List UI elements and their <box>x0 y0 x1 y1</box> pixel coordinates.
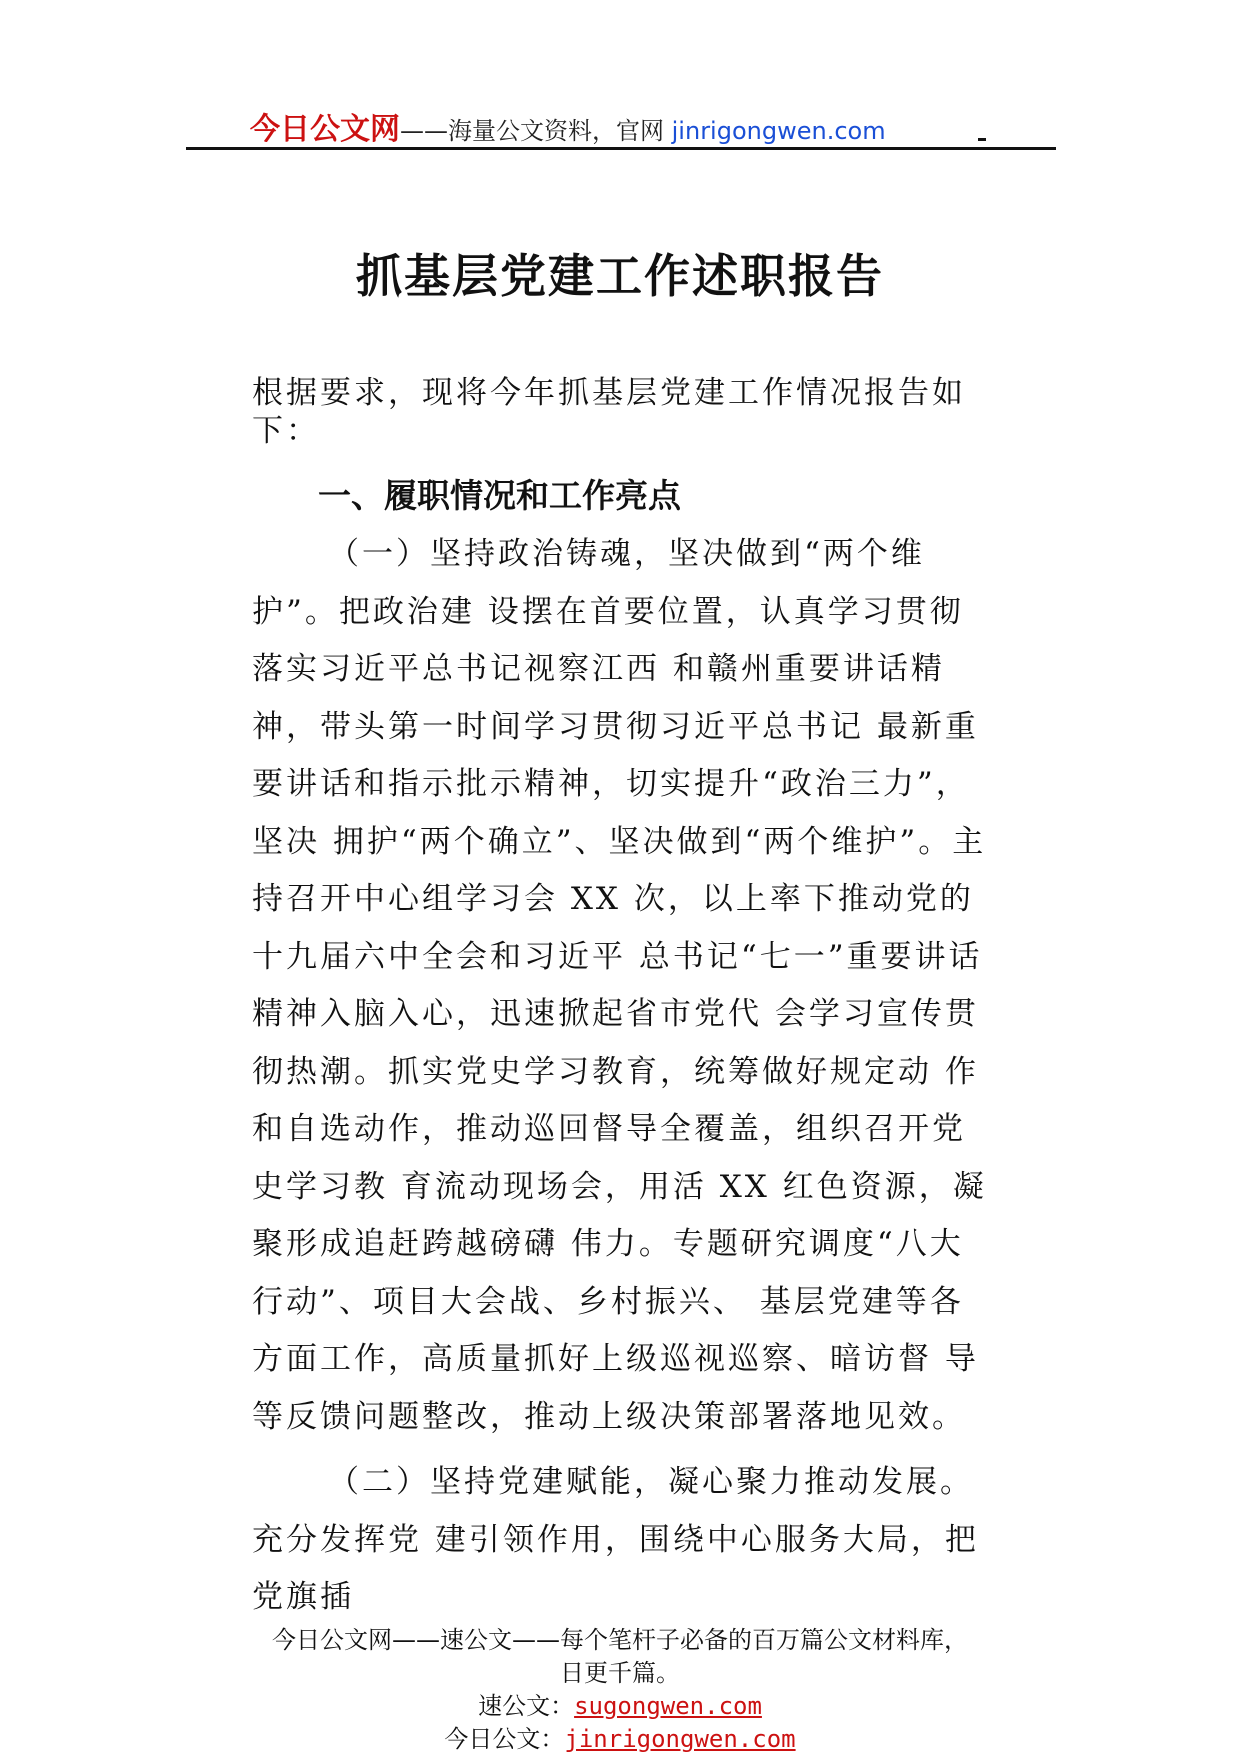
footer-jinri-label: 今日公文： <box>444 1725 565 1753</box>
header-divider-mark <box>978 138 986 141</box>
intro-paragraph: 根据要求，现将今年抓基层党建工作情况报告如下： <box>252 375 966 449</box>
section-heading: 一、履职情况和工作亮点 <box>318 476 681 515</box>
header-site-link[interactable]: jinrigongwen.com <box>671 117 886 145</box>
page-footer <box>0 1624 1240 1756</box>
body-paragraph-2: （二）坚持党建赋能，凝心聚力推动发展。充分发挥党 建引领作用，围绕中心服务大局，把党旗插 <box>252 1464 979 1615</box>
header-brand: 今日公文网 <box>250 112 400 147</box>
footer-jinri <box>0 1723 1240 1756</box>
footer-sugongwen-link[interactable]: sugongwen.com <box>574 1692 762 1720</box>
footer-sugongwen-label: 速公文： <box>478 1692 575 1720</box>
document-title: 抓基层党建工作述职报告 <box>356 249 884 303</box>
footer-line-2: 日更千篇。 <box>560 1659 680 1687</box>
body-paragraph-1: （一）坚持政治铸魂，坚决做到“两个维护”。把政治建 设摆在首要位置，认真学习贯彻落实习近平总书记视察江西 和赣州重要讲话精神，带头第一时间学习贯彻习近平总书记 最新重要讲话和指示批示精神，切实提升“政治三力”，坚决 拥护“两个确立”、坚决做到“两个维护”。主持召开中心组学习会 XX 次，以上率下推动党的十九届六中全会和习近平 总书记“七一”重要讲话精神入脑入心，迅速掀起省市党代 会学习宣传贯彻热潮。抓实党史学习教育，统筹做好规定动 作和自选动作，推动巡回督导全覆盖，组织召开党史学习教 育流动现场会，用活 XX 红色资源，凝聚形成追赶跨越磅礴 伟力。专题研究调度“八大行动”、项目大会战、乡村振兴、 基层党建等各方面工作，高质量抓好上级巡视巡察、暗访督 导等反馈问题整改，推动上级决策部署落地见效。 <box>252 536 987 1435</box>
header-divider <box>186 147 1056 150</box>
header-tagline: ——海量公文资料，官网 <box>400 117 672 145</box>
footer-line-1: 今日公文网——速公文——每个笔杆子必备的百万篇公文材料库， <box>272 1626 968 1654</box>
page-header <box>250 104 886 148</box>
footer-jinri-link[interactable]: jinrigongwen.com <box>564 1725 796 1753</box>
footer-sugongwen <box>0 1690 1240 1723</box>
